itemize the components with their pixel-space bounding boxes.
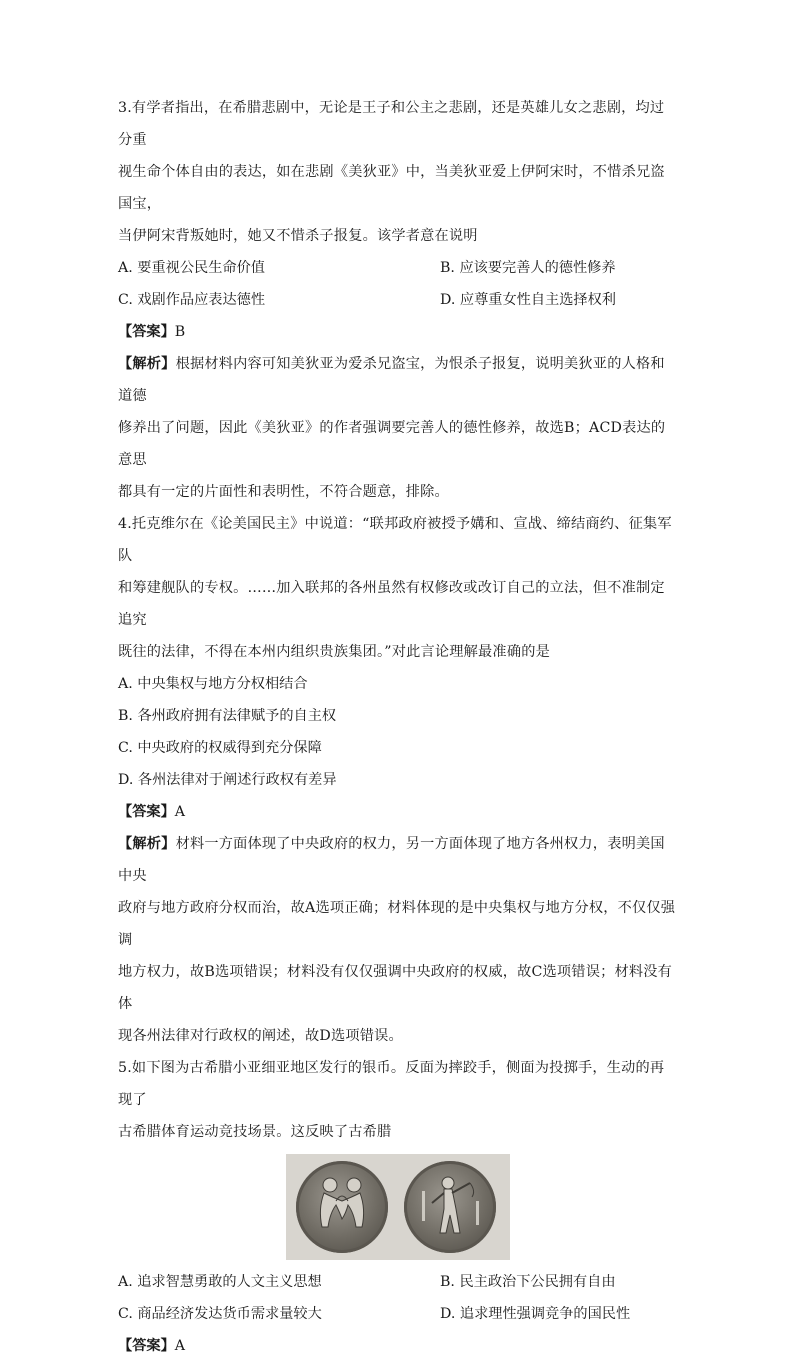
question-5-option-b: B. 民主政治下公民拥有自由 — [440, 1274, 616, 1290]
question-3-option-b: B. 应该要完善人的德性修养 — [440, 260, 616, 276]
coin-photo — [286, 1154, 510, 1260]
question-3-option-d: D. 应尊重女性自主选择权利 — [440, 292, 616, 308]
question-5-options-row-1 — [118, 1266, 678, 1298]
document-content — [118, 92, 678, 1362]
question-4-stem-line-2: 和筹建舰队的专权。……加入联邦的各州虽然有权修改或改订自己的立法，但不准制定追究 — [118, 580, 665, 628]
question-3-options-row-2 — [118, 284, 678, 316]
analysis-label: 【解析】 — [118, 836, 176, 852]
question-4-analysis-line-3: 地方权力，故B选项错误；材料没有仅仅强调中央政府的权威，故C选项错误；材料没有体 — [118, 964, 673, 1012]
question-3-options-row-1 — [118, 252, 678, 284]
question-3-stem-line-1: 3.有学者指出，在希腊悲剧中，无论是王子和公主之悲剧，还是英雄儿女之悲剧，均过分重 — [118, 100, 665, 148]
question-4 — [118, 508, 678, 1052]
question-4-option-a: A. 中央集权与地方分权相结合 — [118, 676, 308, 692]
question-5-option-c: C. 商品经济发达货币需求量较大 — [118, 1306, 322, 1322]
question-3-option-c: C. 戏剧作品应表达德性 — [118, 292, 266, 308]
question-4-analysis-line-1 — [118, 828, 678, 892]
answer-label: 【答案】 — [118, 804, 175, 820]
question-5-answer — [118, 1330, 678, 1362]
question-4-option-c: C. 中央政府的权威得到充分保障 — [118, 740, 322, 756]
answer-value: A — [174, 804, 186, 820]
analysis-text: 材料一方面体现了中央政府的权力，另一方面体现了地方各州权力，表明美国中央 — [118, 836, 665, 884]
question-4-analysis-line-2: 政府与地方政府分权而治，故A选项正确；材料体现的是中央集权与地方分权，不仅仅强调 — [118, 900, 676, 948]
coin-wrestlers-image — [296, 1161, 388, 1253]
answer-label: 【答案】 — [118, 1338, 175, 1354]
question-4-answer — [118, 796, 678, 828]
answer-value: A — [174, 1338, 186, 1354]
question-5-option-d: D. 追求理性强调竞争的国民性 — [440, 1306, 631, 1322]
question-5-stem-line-2: 古希腊体育运动竞技场景。这反映了古希腊 — [118, 1124, 392, 1140]
question-3-analysis-line-3: 都具有一定的片面性和表明性，不符合题意，排除。 — [118, 484, 449, 500]
question-3-stem-line-2: 视生命个体自由的表达，如在悲剧《美狄亚》中，当美狄亚爱上伊阿宋时，不惜杀兄盗国宝， — [118, 164, 665, 212]
question-4-stem-line-1: 4.托克维尔在《论美国民主》中说道：“联邦政府被授予媾和、宣战、缔结商约、征集军队 — [118, 516, 672, 564]
question-3-option-a: A. 要重视公民生命价值 — [118, 260, 265, 276]
analysis-label: 【解析】 — [118, 356, 176, 372]
question-5-options-row-2 — [118, 1298, 678, 1330]
question-4-stem-line-3: 既往的法律，不得在本州内组织贵族集团。”对此言论理解最准确的是 — [118, 644, 550, 660]
answer-label: 【答案】 — [118, 324, 175, 340]
question-3-answer — [118, 316, 678, 348]
slinger-relief-icon — [404, 1161, 496, 1253]
question-3 — [118, 92, 678, 508]
question-3-analysis-line-2: 修养出了问题，因此《美狄亚》的作者强调要完善人的德性修养，故选B；ACD表达的意思 — [118, 420, 666, 468]
question-3-analysis-line-1 — [118, 348, 678, 412]
question-5-stem-line-1: 5.如下图为古希腊小亚细亚地区发行的银币。反面为摔跤手，侧面为投掷手，生动的再现了 — [118, 1060, 665, 1108]
coin-figure — [118, 1154, 678, 1260]
coin-slinger-image — [404, 1161, 496, 1253]
question-4-analysis-line-4: 现各州法律对行政权的阐述，故D选项错误。 — [118, 1028, 403, 1044]
analysis-text: 根据材料内容可知美狄亚为爱杀兄盗宝，为恨杀子报复，说明美狄亚的人格和道德 — [118, 356, 665, 404]
answer-value: B — [174, 324, 186, 340]
question-5-option-a: A. 追求智慧勇敢的人文主义思想 — [118, 1274, 322, 1290]
question-4-option-d: D. 各州法律对于阐述行政权有差异 — [118, 772, 337, 788]
question-5 — [118, 1052, 678, 1362]
question-3-stem-line-3: 当伊阿宋背叛她时，她又不惜杀子报复。该学者意在说明 — [118, 228, 478, 244]
question-4-option-b: B. 各州政府拥有法律赋予的自主权 — [118, 708, 337, 724]
wrestlers-relief-icon — [296, 1161, 388, 1253]
